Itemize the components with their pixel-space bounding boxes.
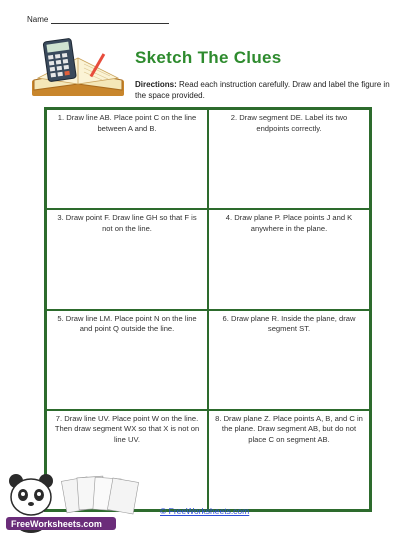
panda-logo xyxy=(6,473,156,535)
name-label: Name xyxy=(27,15,49,24)
worksheet-stack-icon xyxy=(61,476,138,514)
directions xyxy=(135,79,400,101)
clue-text: 7. Draw line UV. Place point W on the line. Then draw segment WX so that X is not on line UV. xyxy=(54,413,200,444)
clue-box-8[interactable] xyxy=(208,410,370,510)
name-line[interactable] xyxy=(51,14,169,24)
clue-box-1[interactable] xyxy=(46,109,208,209)
clue-box-3[interactable] xyxy=(46,209,208,309)
clue-box-6[interactable] xyxy=(208,310,370,410)
directions-text: Read each instruction carefully. Draw and label the figure in the space provided. xyxy=(135,80,390,100)
directions-label: Directions: xyxy=(135,80,177,89)
brand-text: FreeWorksheets.com xyxy=(11,519,102,529)
clue-grid xyxy=(44,107,372,512)
clue-text: 8. Draw plane Z. Place points A, B, and C in the plane. Draw segment AB, but do not place C on segment AB. xyxy=(215,413,363,444)
clue-text: 3. Draw point F. Draw line GH so that F is not on the line. xyxy=(57,213,197,233)
page-title: Sketch The Clues xyxy=(135,48,282,67)
clue-text: 2. Draw segment DE. Label its two endpoints correctly. xyxy=(230,113,348,133)
clue-text: 1. Draw line AB. Place point C on the line between A and B. xyxy=(57,113,197,133)
copyright-link[interactable]: © FreeWorksheets.com xyxy=(160,506,250,516)
clue-text: 4. Draw plane P. Place points J and K anywhere in the plane. xyxy=(225,213,353,233)
clue-box-4[interactable] xyxy=(208,209,370,309)
clue-text: 5. Draw line LM. Place point N on the line and point Q outside the line. xyxy=(57,313,197,333)
clue-text: 6. Draw plane R. Inside the plane, draw segment ST. xyxy=(222,313,356,333)
name-field xyxy=(27,14,169,24)
clue-box-5[interactable] xyxy=(46,310,208,410)
book-calculator-icon xyxy=(30,38,126,100)
clue-box-2[interactable] xyxy=(208,109,370,209)
